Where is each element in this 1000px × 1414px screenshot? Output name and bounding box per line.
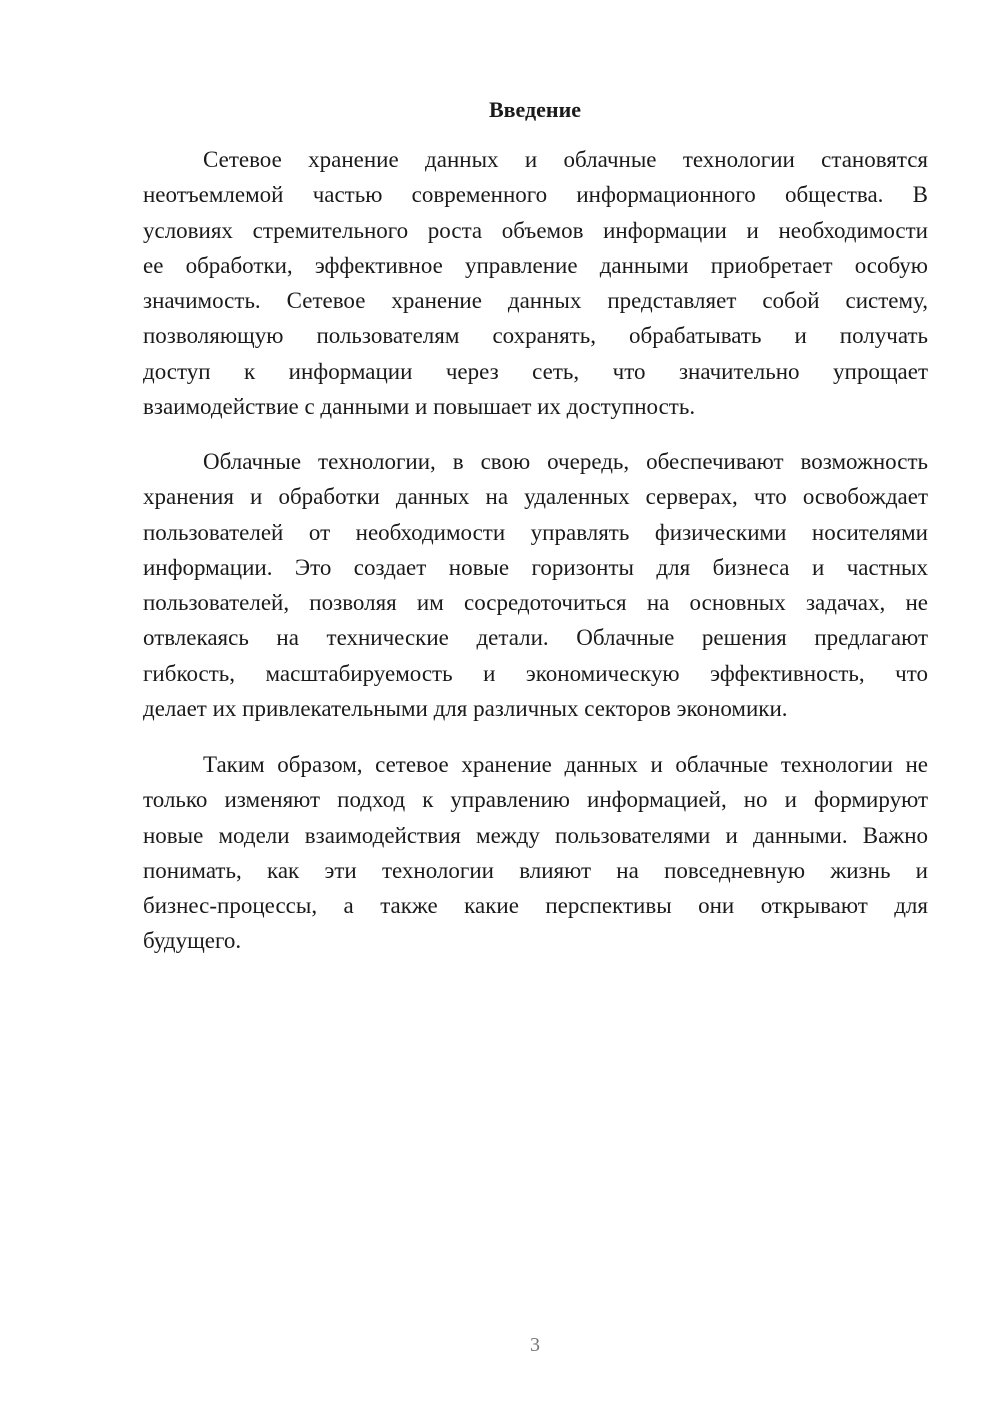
paragraph bbox=[143, 142, 928, 424]
text-line: бизнес-процессы, а также какие перспективы они открывают для bbox=[143, 893, 928, 919]
text-line: Таким образом, сетевое хранение данных и облачные технологии не bbox=[203, 752, 928, 777]
text-line: только изменяют подход к управлению информацией, но и формируют bbox=[143, 787, 928, 813]
text-line: взаимодействие с данными и повышает их доступность. bbox=[143, 394, 696, 420]
text-line: значимость. Сетевое хранение данных представляет собой систему, bbox=[143, 288, 928, 314]
text-line: делает их привлекательными для различных секторов экономики. bbox=[143, 696, 788, 722]
text-line: ее обработки, эффективное управление данными приобретает особую bbox=[143, 252, 928, 278]
text-line: понимать, как эти технологии влияют на повседневную жизнь и bbox=[143, 857, 928, 883]
text-line: доступ к информации через сеть, что значительно упрощает bbox=[143, 358, 928, 384]
text-line: Сетевое хранение данных и облачные технологии становятся bbox=[203, 147, 928, 172]
text-line: отвлекаясь на технические детали. Облачные решения предлагают bbox=[143, 625, 928, 651]
text-line: информации. Это создает новые горизонты для бизнеса и частных bbox=[143, 554, 928, 580]
text-line: новые модели взаимодействия между пользователями и данными. Важно bbox=[143, 822, 928, 848]
paragraph bbox=[143, 747, 928, 959]
text-line: гибкость, масштабируемость и экономическую эффективность, что bbox=[143, 660, 928, 686]
text-line: условиях стремительного роста объемов информации и необходимости bbox=[143, 217, 928, 243]
paragraph bbox=[143, 444, 928, 726]
text-line: будущего. bbox=[143, 928, 242, 954]
page-number: 3 bbox=[530, 1334, 540, 1356]
text-line: пользователей, позволяя им сосредоточиться на основных задачах, не bbox=[143, 590, 928, 616]
text-line: неотъемлемой частью современного информационного общества. В bbox=[143, 182, 928, 208]
text-line: пользователей от необходимости управлять физическими носителями bbox=[143, 519, 928, 545]
text-line: Облачные технологии, в свою очередь, обеспечивают возможность bbox=[203, 449, 928, 474]
text-line: хранения и обработки данных на удаленных серверах, что освобождает bbox=[143, 484, 928, 510]
text-line: позволяющую пользователям сохранять, обрабатывать и получать bbox=[143, 323, 928, 349]
section-title: Введение bbox=[488, 97, 582, 122]
